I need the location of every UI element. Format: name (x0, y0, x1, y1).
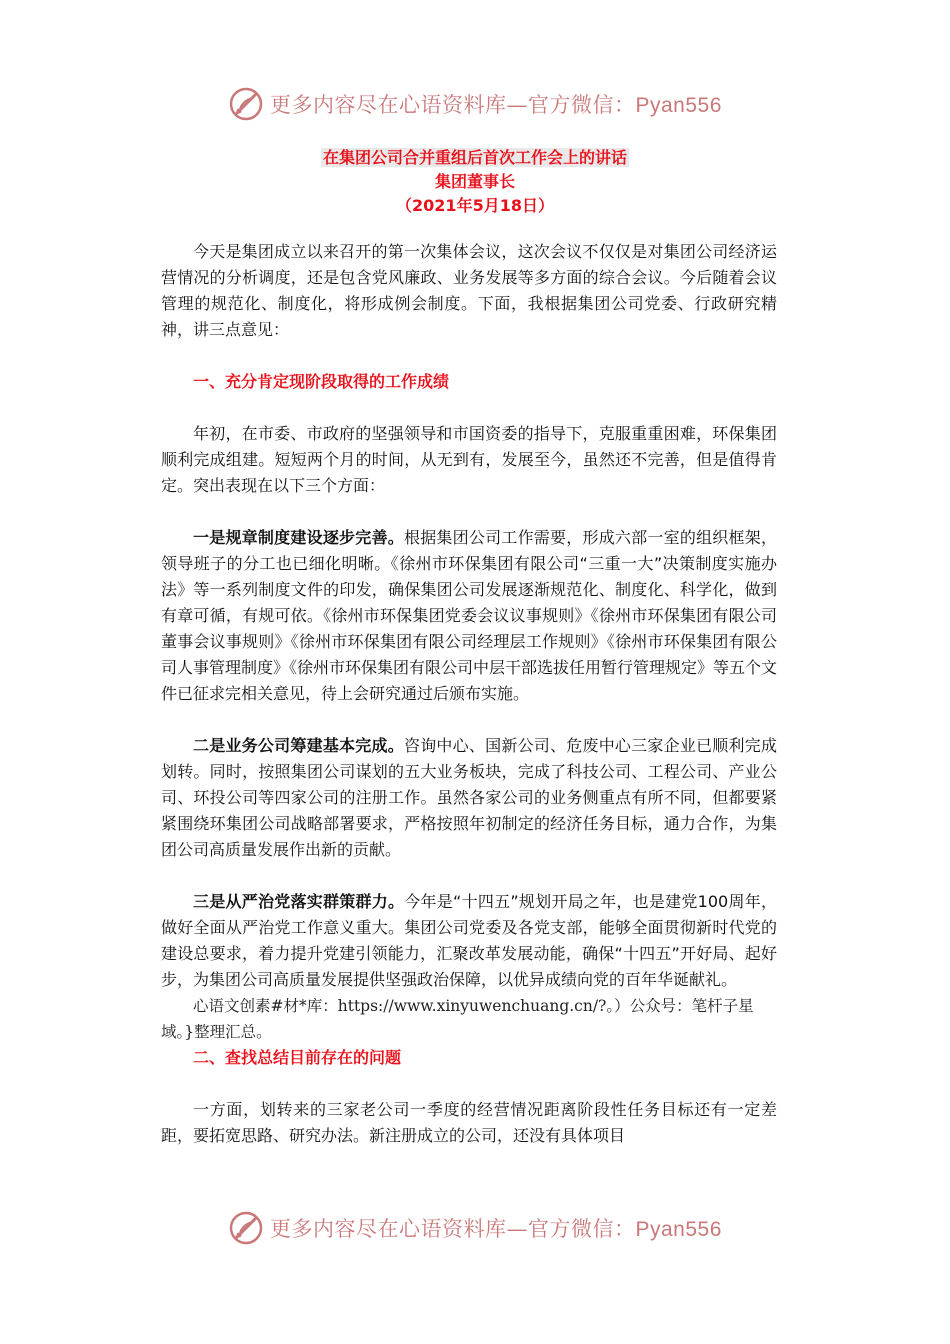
point3-paragraph (161, 889, 777, 993)
banner-wechat: Pyan556 (635, 94, 722, 117)
section1-intro: 年初，在市委、市政府的坚强领导和市国资委的指导下，克服重重困难，环保集团顺利完成组建。短短两个月的时间，从无到有，发展至今，虽然还不完善，但是值得肯定。突出表现在以下三个方面： (161, 424, 777, 495)
speech-date: （2021年5月18日） (396, 196, 554, 215)
top-banner (228, 84, 748, 124)
banner-wechat: Pyan556 (635, 1218, 722, 1241)
point3-lead: 三是从严治党落实群策群力。 (193, 892, 405, 911)
point2-text: 咨询中心、国新公司、危废中心三家企业已顺利完成划转。同时，按照集团公司谋划的五大业务板块，完成了科技公司、工程公司、产业公司、环投公司等四家公司的注册工作。虽然各家公司的业务侧重点有所不同，但都要紧紧围绕环集团公司战略部署要求，严格按照年初制定的经济任务目标，通力合作，为集团公司高质量发展作出新的贡献。 (161, 736, 777, 859)
section2-heading: 二、查找总结目前存在的问题 (193, 1048, 402, 1067)
section1-heading: 一、充分肯定现阶段取得的工作成绩 (193, 372, 450, 391)
point1-paragraph (161, 525, 777, 707)
speaker: 集团董事长 (434, 172, 515, 191)
point1-text: 根据集团公司工作需要，形成六部一室的组织框架，领导班子的分工也已细化明晰。《徐州市环保集团有限公司“三重一大”决策制度实施办法》等一系列制度文件的印发，确保集团公司发展逐渐规范化、制度化、科学化，做到有章可循，有规可依。《徐州市环保集团党委会议议事规则》《徐州市环保集团有限公司董事会议事规则》《徐州市环保集团有限公司经理层工作规则》《徐州市环保集团有限公司人事管理制度》《徐州市环保集团有限公司中层干部选拔任用暂行管理规定》等五个文件已征求完相关意见，待上会研究通过后颁布实施。 (161, 528, 778, 703)
point1-lead: 一是规章制度建设逐步完善。 (193, 528, 404, 547)
brush-logo-icon (228, 1210, 264, 1246)
title-block (0, 146, 950, 218)
point3-text: 今年是“十四五”规划开局之年，也是建党100周年，做好全面从严治党工作意义重大。集团公司党委及各党支部，能够全面贯彻新时代党的建设总要求，着力提升党建引领能力，汇聚改革发展动能，确保“十四五”开好局、起好步，为集团公司高质量发展提供坚强政治保障，以优异成绩向党的百年华诞献礼。 (161, 892, 777, 989)
speech-body (161, 239, 777, 1149)
intro-paragraph: 今天是集团成立以来召开的第一次集体会议，这次会议不仅仅是对集团公司经济运营情况的分析调度，还是包含党风廉政、业务发展等多方面的综合会议。今后随着会议管理的规范化、制度化，将形成例会制度。下面，我根据集团公司党委、行政研究精神，讲三点意见： (161, 242, 777, 339)
point2-paragraph (161, 733, 777, 863)
banner-text: 更多内容尽在心语资料库—官方微信：Pyan556 (270, 93, 722, 117)
bottom-banner (228, 1208, 748, 1248)
point2-lead: 二是业务公司筹建基本完成。 (193, 736, 404, 755)
brush-logo-icon (228, 86, 264, 122)
source-note: 心语文创素#材*库：https://www.xinyuwenchuang.cn/?。）公众号：笔杆子星域。}整理汇总。 (161, 997, 754, 1041)
page-title: 在集团公司合并重组后首次工作会上的讲话 (322, 148, 627, 167)
section2-paragraph: 一方面，划转来的三家老公司一季度的经营情况距离阶段性任务目标还有一定差距，要拓宽思路、研究办法。新注册成立的公司，还没有具体项目 (161, 1100, 777, 1145)
banner-text: 更多内容尽在心语资料库—官方微信：Pyan556 (270, 1217, 722, 1241)
